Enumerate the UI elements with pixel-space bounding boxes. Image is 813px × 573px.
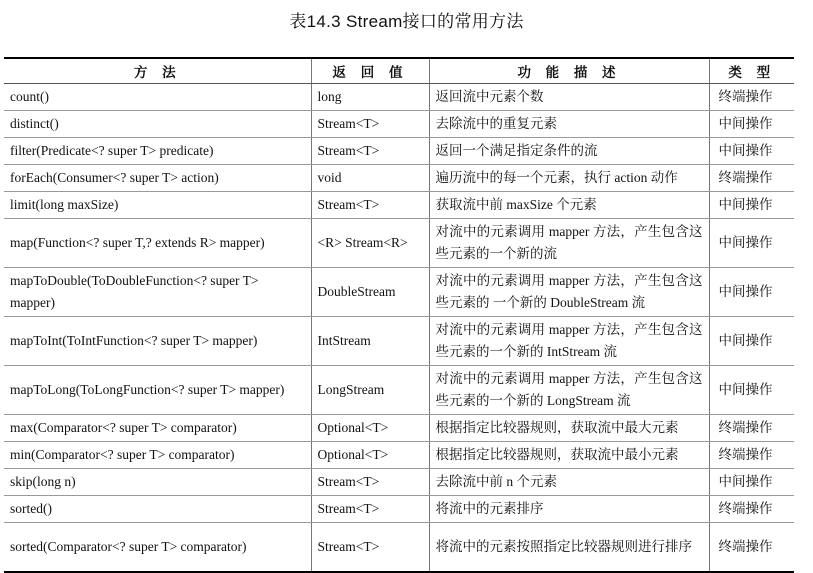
table-row [4, 84, 794, 111]
description-cell: 对流中的元素调用 mapper 方法，产生包含这些元素的 一个新的 DoubleStream 流 [429, 268, 709, 317]
header-method: 方 法 [4, 58, 311, 84]
return-cell: void [311, 165, 429, 192]
description-cell: 根据指定比较器规则，获取流中最大元素 [429, 415, 709, 442]
return-cell: Stream<T> [311, 496, 429, 523]
description-cell: 对流中的元素调用 mapper 方法，产生包含这些元素的一个新的 LongStream 流 [429, 366, 709, 415]
method-cell: limit(long maxSize) [4, 192, 311, 219]
table-row [4, 469, 794, 496]
return-cell: Stream<T> [311, 138, 429, 165]
description-cell: 返回一个满足指定条件的流 [429, 138, 709, 165]
return-cell: LongStream [311, 366, 429, 415]
method-cell: distinct() [4, 111, 311, 138]
return-cell: DoubleStream [311, 268, 429, 317]
description-cell: 返回流中元素个数 [429, 84, 709, 111]
table-row [4, 219, 794, 268]
type-cell: 中间操作 [709, 366, 794, 415]
table-caption: 表14.3 Stream接口的常用方法 [289, 12, 524, 31]
method-cell: mapToInt(ToIntFunction<? super T> mapper) [4, 317, 311, 366]
description-cell: 遍历流中的每一个元素，执行 action 动作 [429, 165, 709, 192]
type-cell: 终端操作 [709, 442, 794, 469]
description-cell: 去除流中前 n 个元素 [429, 469, 709, 496]
header-return: 返 回 值 [311, 58, 429, 84]
type-cell: 终端操作 [709, 523, 794, 573]
table-row [4, 111, 794, 138]
type-cell: 中间操作 [709, 469, 794, 496]
return-cell: IntStream [311, 317, 429, 366]
description-cell: 将流中的元素排序 [429, 496, 709, 523]
method-cell: map(Function<? super T,? extends R> mapper) [4, 219, 311, 268]
header-description: 功 能 描 述 [429, 58, 709, 84]
description-cell: 去除流中的重复元素 [429, 111, 709, 138]
table-row [4, 415, 794, 442]
type-cell: 中间操作 [709, 219, 794, 268]
method-cell: filter(Predicate<? super T> predicate) [4, 138, 311, 165]
return-cell: Optional<T> [311, 415, 429, 442]
description-cell: 对流中的元素调用 mapper 方法，产生包含这些元素的一个新的流 [429, 219, 709, 268]
table-row [4, 192, 794, 219]
return-cell: long [311, 84, 429, 111]
table-row [4, 523, 794, 573]
type-cell: 终端操作 [709, 496, 794, 523]
method-cell: count() [4, 84, 311, 111]
table-row [4, 496, 794, 523]
return-cell: <R> Stream<R> [311, 219, 429, 268]
type-cell: 中间操作 [709, 268, 794, 317]
description-cell: 对流中的元素调用 mapper 方法，产生包含这些元素的一个新的 IntStream 流 [429, 317, 709, 366]
method-cell: min(Comparator<? super T> comparator) [4, 442, 311, 469]
table-row [4, 165, 794, 192]
method-cell: skip(long n) [4, 469, 311, 496]
description-cell: 根据指定比较器规则，获取流中最小元素 [429, 442, 709, 469]
method-cell: max(Comparator<? super T> comparator) [4, 415, 311, 442]
method-cell: mapToLong(ToLongFunction<? super T> mapper) [4, 366, 311, 415]
type-cell: 中间操作 [709, 138, 794, 165]
table-header-row [4, 58, 794, 84]
description-cell: 将流中的元素按照指定比较器规则进行排序 [429, 523, 709, 573]
return-cell: Stream<T> [311, 111, 429, 138]
header-type: 类 型 [709, 58, 794, 84]
table-row [4, 317, 794, 366]
method-cell: forEach(Consumer<? super T> action) [4, 165, 311, 192]
table-row [4, 268, 794, 317]
return-cell: Stream<T> [311, 469, 429, 496]
stream-methods-table [4, 57, 794, 573]
description-cell: 获取流中前 maxSize 个元素 [429, 192, 709, 219]
return-cell: Stream<T> [311, 192, 429, 219]
type-cell: 终端操作 [709, 415, 794, 442]
table-row [4, 138, 794, 165]
type-cell: 终端操作 [709, 84, 794, 111]
table-row [4, 442, 794, 469]
table-row [4, 366, 794, 415]
return-cell: Optional<T> [311, 442, 429, 469]
type-cell: 终端操作 [709, 165, 794, 192]
method-cell: sorted() [4, 496, 311, 523]
type-cell: 中间操作 [709, 111, 794, 138]
method-cell: sorted(Comparator<? super T> comparator) [4, 523, 311, 573]
type-cell: 中间操作 [709, 192, 794, 219]
type-cell: 中间操作 [709, 317, 794, 366]
method-cell: mapToDouble(ToDoubleFunction<? super T> mapper) [4, 268, 311, 317]
return-cell: Stream<T> [311, 523, 429, 573]
